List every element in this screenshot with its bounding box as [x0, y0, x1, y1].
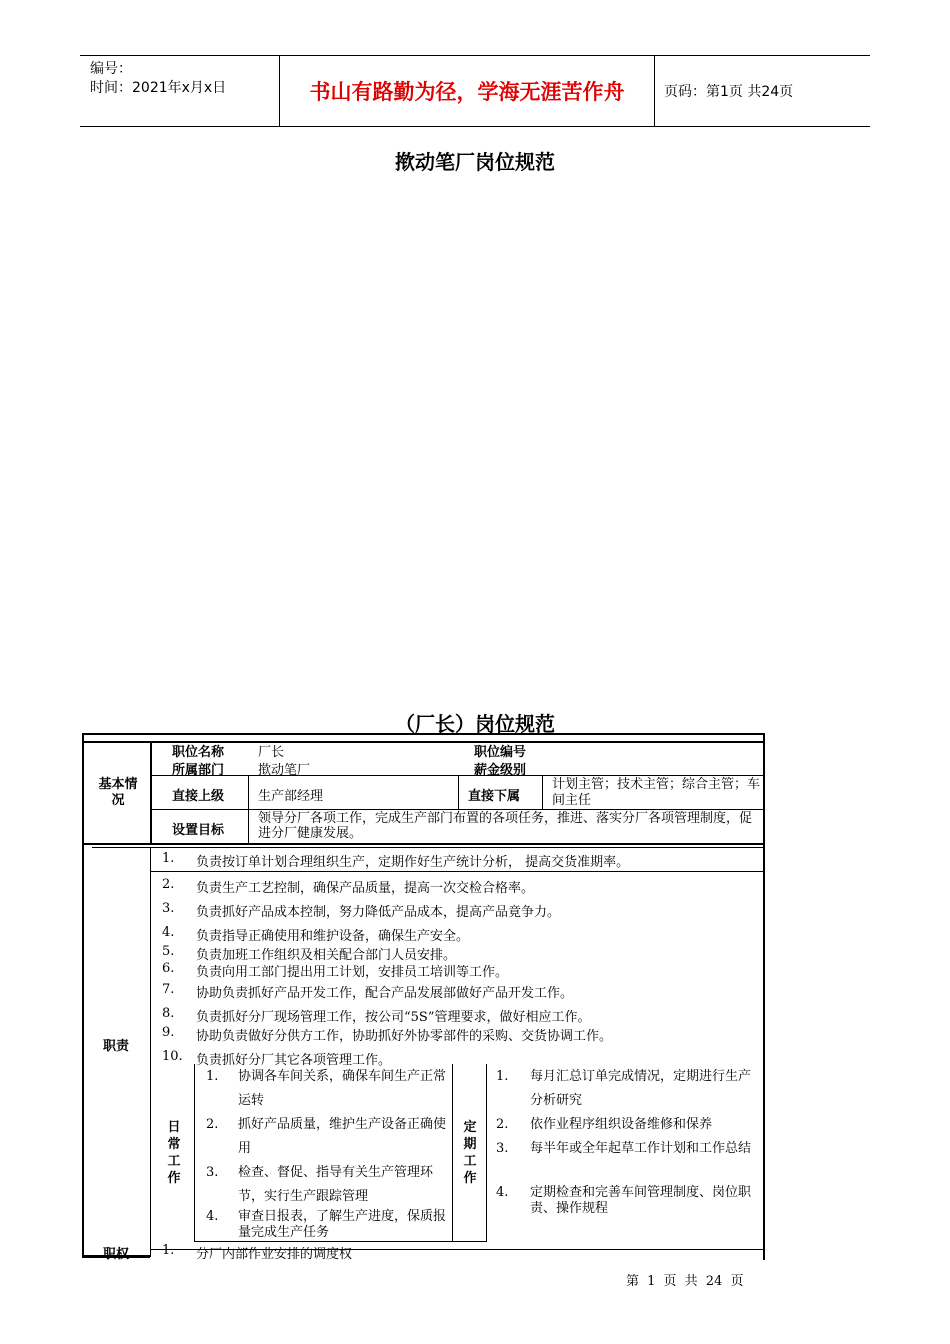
section-title: （厂长）岗位规范 [395, 712, 555, 736]
header-meta [80, 56, 280, 126]
divider [248, 775, 249, 843]
divider [486, 1064, 487, 1242]
divider [150, 847, 151, 1257]
basic-info-section-label: 基本情况 [98, 777, 138, 808]
document-number-label: 编号： [90, 61, 132, 77]
divider [542, 775, 543, 809]
document-title: 揿动笔厂岗位规范 [395, 150, 555, 174]
position-number-label: 职位编号 [474, 745, 527, 760]
salary-level-label: 薪金级别 [474, 763, 527, 778]
divider [150, 775, 763, 776]
divider [150, 871, 763, 872]
department-value: 揿动笔厂 [258, 763, 311, 778]
page-header [80, 55, 870, 127]
duties-section-label: 职责 [103, 1039, 130, 1054]
goal-label: 设置目标 [172, 823, 225, 838]
authority-section-label: 职权 [103, 1247, 130, 1262]
header-motto: 书山有路勤为径，学海无涯苦作舟 [280, 56, 655, 126]
divider [452, 1064, 453, 1242]
goal-value: 领导分厂各项工作，完成生产部门布置的各项任务，推进、落实分厂各项管理制度，促进分厂健康发展。 [258, 811, 753, 841]
position-name-label: 职位名称 [172, 745, 225, 760]
header-page-number: 页码：第1页 共24页 [664, 84, 794, 100]
position-name-value: 厂长 [258, 745, 285, 760]
job-spec-table: 基本情况 职位名称 厂长 职位编号 所属部门 揿动笔厂 薪金级别 直接上级 生产部经理 直接下属 计划主管；技术主管；综合主管；车间主任 设置目标 领导分厂各项工作，完成生产部门布置的各项任务，推进、落实分厂各项管理制度，促进分厂健康发展。 职责 1. 负责按订单计划合理组织生产，定期作好生产统计分析， 提高交货准期率。 2. 负责生产工艺控制，确保产品质量，提高一次交检合格率。 3. 负责抓好产品成本控制，努力降低产品成本，提高产品竟争力。 4. 负责指导正确使用和维护设备，确保生产安全。 5. 负责加班工作组织及相关配合部门人员安排。 6. 负责向用工部门提出用工计划，安排员工培训等工作。 7. 协助负责抓好产品开发工作，配合产品发展部做好产品开发工作。 8. 负责抓好分厂现场管理工作，按公司“5S”管理要求，做好相应工作。 9. 协助负责做好分供方工作，协助抓好外协零部件的采购、交货协调工作。 10. 负责抓好分厂其它各项管理工作。 日常工作 1. 协调各车间关系，确保车间生产正常运转 2. 抓好产品质量，维护生产设备正确使用 3. 检查、督促、指导有关生产管理环节，实行生产跟踪管理 4. 审查日报表，了解生产进度，保质报量完成生产任务 定期工作 1. 每月汇总订单完成情况，定期进行生产分析研究 2. 依作业程序组织设备维修和保养 3. 每半年或全年起草工作计划和工作总结 4. 定期检查和完善车间管理制度、岗位职责、操作规程 职权 1. 分厂内部作业安排的调度权 [82, 733, 765, 1258]
daily-work-label: 日常工作 [167, 1120, 181, 1186]
divider [763, 733, 765, 1260]
periodic-work-label: 定期工作 [463, 1120, 477, 1186]
subordinate-label: 直接下属 [468, 789, 521, 804]
page-footer: 第 1 页 共 24 页 [626, 1274, 744, 1289]
superior-label: 直接上级 [172, 789, 225, 804]
department-label: 所属部门 [172, 763, 225, 778]
divider [150, 809, 763, 810]
superior-value: 生产部经理 [258, 789, 324, 804]
document-time: 时间：2021年x月x日 [90, 80, 227, 96]
divider [84, 843, 763, 845]
divider [194, 1241, 486, 1242]
divider [92, 847, 763, 848]
divider [150, 741, 152, 845]
divider [458, 775, 459, 809]
subordinate-value: 计划主管；技术主管；综合主管；车间主任 [552, 777, 761, 808]
divider [194, 1064, 195, 1242]
